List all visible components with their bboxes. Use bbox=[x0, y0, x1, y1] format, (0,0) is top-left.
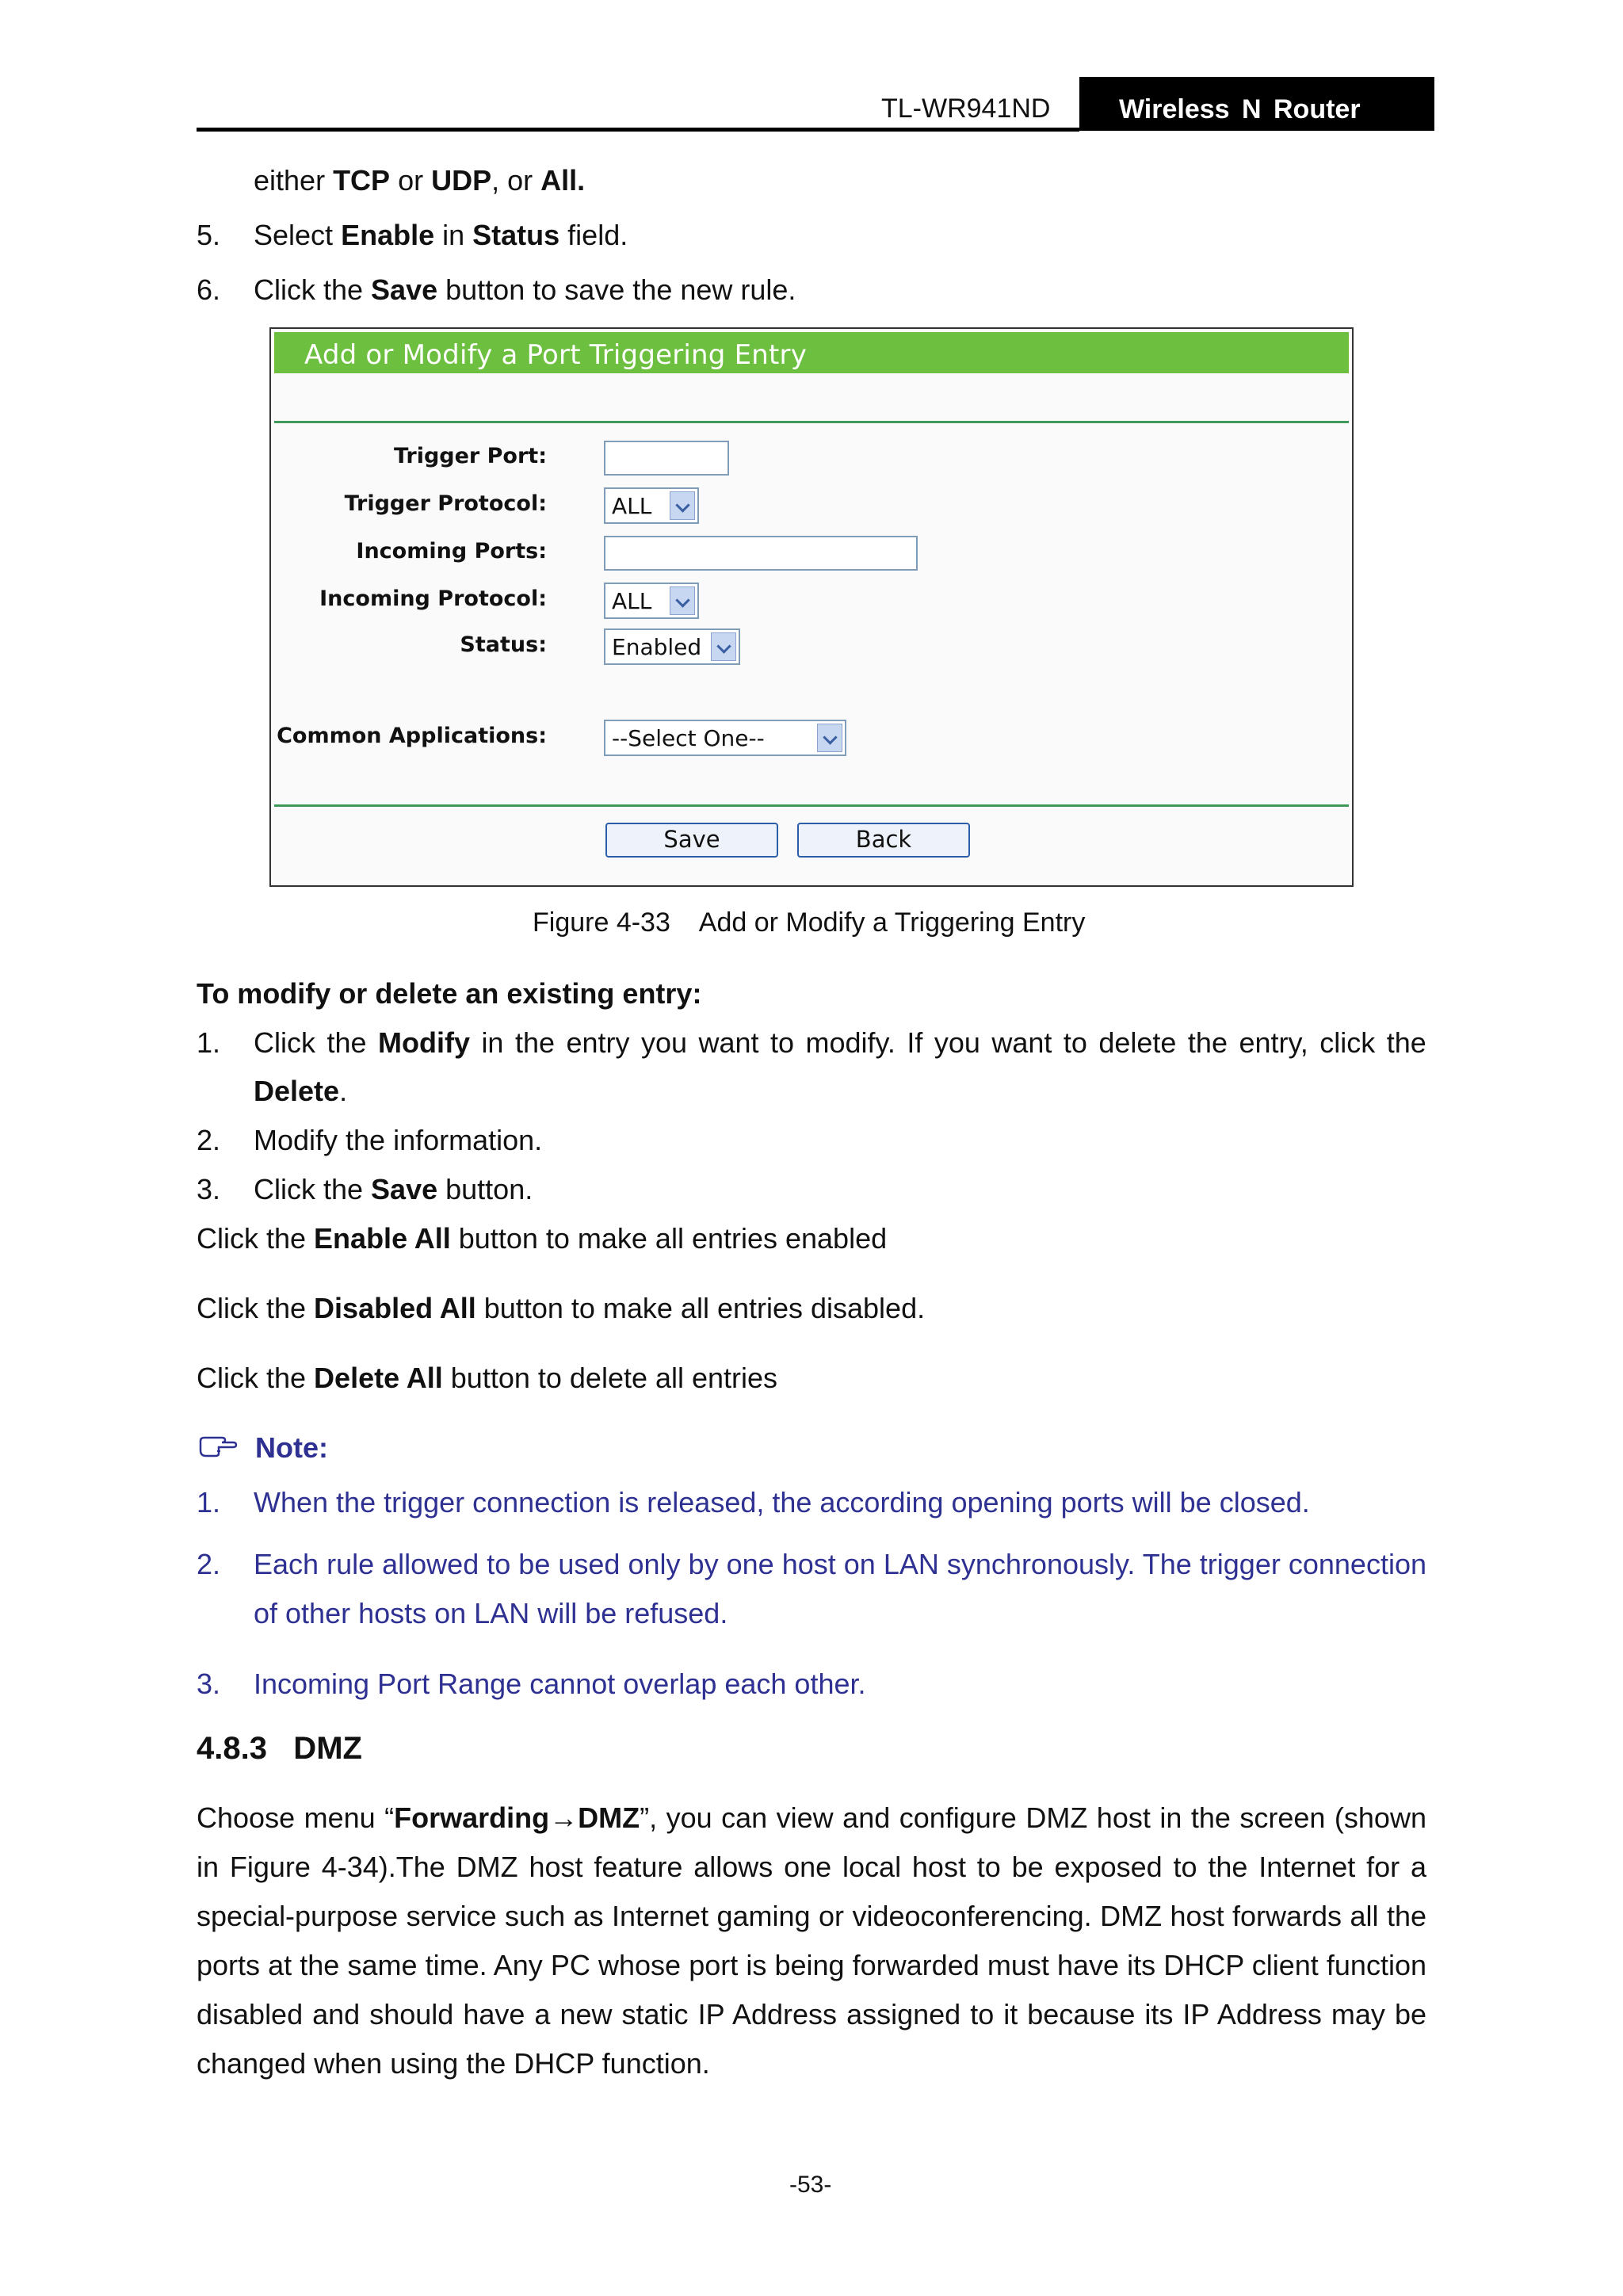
common-applications-value: --Select One-- bbox=[612, 725, 765, 751]
dmz-paragraph-line-2: in Figure 4-34).The DMZ host feature allows one local host to be exposed to the Internet for a bbox=[197, 1851, 1426, 1883]
dmz-paragraph-line-3: special-purpose service such as Internet gaming or videoconferencing. DMZ host forwards all the bbox=[197, 1900, 1426, 1932]
incoming-ports-label: Incoming Ports: bbox=[356, 539, 547, 563]
panel-header bbox=[274, 332, 1349, 373]
note-2-number: 2. bbox=[197, 1548, 221, 1580]
modify-step-3-text: Click the Save button. bbox=[254, 1173, 533, 1205]
disabled-all-text: Click the Disabled All button to make all entries disabled. bbox=[197, 1292, 926, 1324]
note-2-line-2: of other hosts on LAN will be refused. bbox=[254, 1597, 728, 1629]
panel-divider-top bbox=[274, 421, 1349, 423]
save-button[interactable]: Save bbox=[605, 823, 778, 858]
incoming-ports-input[interactable] bbox=[604, 536, 918, 571]
header-product: Wireless N Router bbox=[1119, 94, 1361, 124]
pointing-hand-icon bbox=[198, 1433, 238, 1458]
delete-all-text: Click the Delete All button to delete all entries bbox=[197, 1362, 778, 1394]
dmz-paragraph-line-5: disabled and should have a new static IP Address assigned to it because its IP Address may be bbox=[197, 1998, 1426, 2030]
modify-heading: To modify or delete an existing entry: bbox=[197, 977, 702, 1010]
note-3-number: 3. bbox=[197, 1668, 221, 1700]
step-6-text: Click the Save button to save the new rule. bbox=[254, 273, 796, 306]
incoming-protocol-label: Incoming Protocol: bbox=[319, 586, 547, 611]
step-4-continuation: either TCP or UDP, or All. bbox=[254, 164, 586, 197]
back-button[interactable]: Back bbox=[797, 823, 970, 858]
step-5-number: 5. bbox=[197, 219, 221, 251]
panel-title: Add or Modify a Port Triggering Entry bbox=[304, 339, 808, 371]
common-applications-label: Common Applications: bbox=[277, 724, 547, 748]
port-trigger-figure bbox=[269, 327, 1354, 887]
modify-step-3-number: 3. bbox=[197, 1173, 221, 1205]
trigger-protocol-value: ALL bbox=[612, 493, 652, 519]
chevron-down-icon bbox=[670, 586, 695, 615]
modify-step-1-line-1: Click the Modify in the entry you want to modify. If you want to delete the entry, click the bbox=[254, 1026, 1426, 1059]
common-applications-select[interactable] bbox=[604, 720, 846, 756]
modify-step-1-line-2: Delete. bbox=[254, 1075, 348, 1107]
modify-step-2-text: Modify the information. bbox=[254, 1124, 543, 1156]
incoming-protocol-select[interactable] bbox=[604, 583, 699, 619]
enable-all-text: Click the Enable All button to make all entries enabled bbox=[197, 1222, 888, 1255]
dmz-paragraph-line-1: Choose menu “Forwarding→DMZ”, you can view and configure DMZ host in the screen (shown bbox=[197, 1801, 1426, 1834]
status-label: Status: bbox=[460, 632, 547, 657]
step-6-number: 6. bbox=[197, 273, 221, 306]
incoming-protocol-value: ALL bbox=[612, 588, 652, 614]
status-value: Enabled bbox=[612, 634, 702, 660]
modify-step-1-number: 1. bbox=[197, 1026, 221, 1059]
trigger-port-label: Trigger Port: bbox=[393, 444, 547, 468]
trigger-protocol-select[interactable] bbox=[604, 487, 699, 524]
note-3-text: Incoming Port Range cannot overlap each other. bbox=[254, 1668, 866, 1700]
step-5-text: Select Enable in Status field. bbox=[254, 219, 628, 251]
dmz-paragraph-line-6: changed when using the DHCP function. bbox=[197, 2047, 710, 2080]
trigger-protocol-label: Trigger Protocol: bbox=[344, 491, 547, 516]
chevron-down-icon bbox=[711, 632, 736, 661]
note-1-text: When the trigger connection is released, the according opening ports will be closed. bbox=[254, 1486, 1310, 1519]
note-2-line-1: Each rule allowed to be used only by one host on LAN synchronously. The trigger connection bbox=[254, 1548, 1426, 1580]
page-number: -53- bbox=[789, 2172, 832, 2198]
note-label: Note: bbox=[255, 1431, 328, 1464]
header-model: TL-WR941ND bbox=[881, 94, 1051, 124]
status-select[interactable] bbox=[604, 628, 740, 665]
note-1-number: 1. bbox=[197, 1486, 221, 1519]
figure-caption: Figure 4-33 Add or Modify a Triggering Entry bbox=[533, 907, 1086, 938]
modify-step-2-number: 2. bbox=[197, 1124, 221, 1156]
chevron-down-icon bbox=[670, 491, 695, 520]
chevron-down-icon bbox=[817, 724, 842, 752]
panel-divider-bottom bbox=[274, 804, 1349, 807]
trigger-port-input[interactable] bbox=[604, 441, 729, 476]
header-rule bbox=[197, 128, 1079, 132]
section-heading: 4.8.3 DMZ bbox=[197, 1731, 362, 1766]
dmz-paragraph-line-4: ports at the same time. Any PC whose port is being forwarded must have its DHCP client function bbox=[197, 1949, 1426, 1981]
